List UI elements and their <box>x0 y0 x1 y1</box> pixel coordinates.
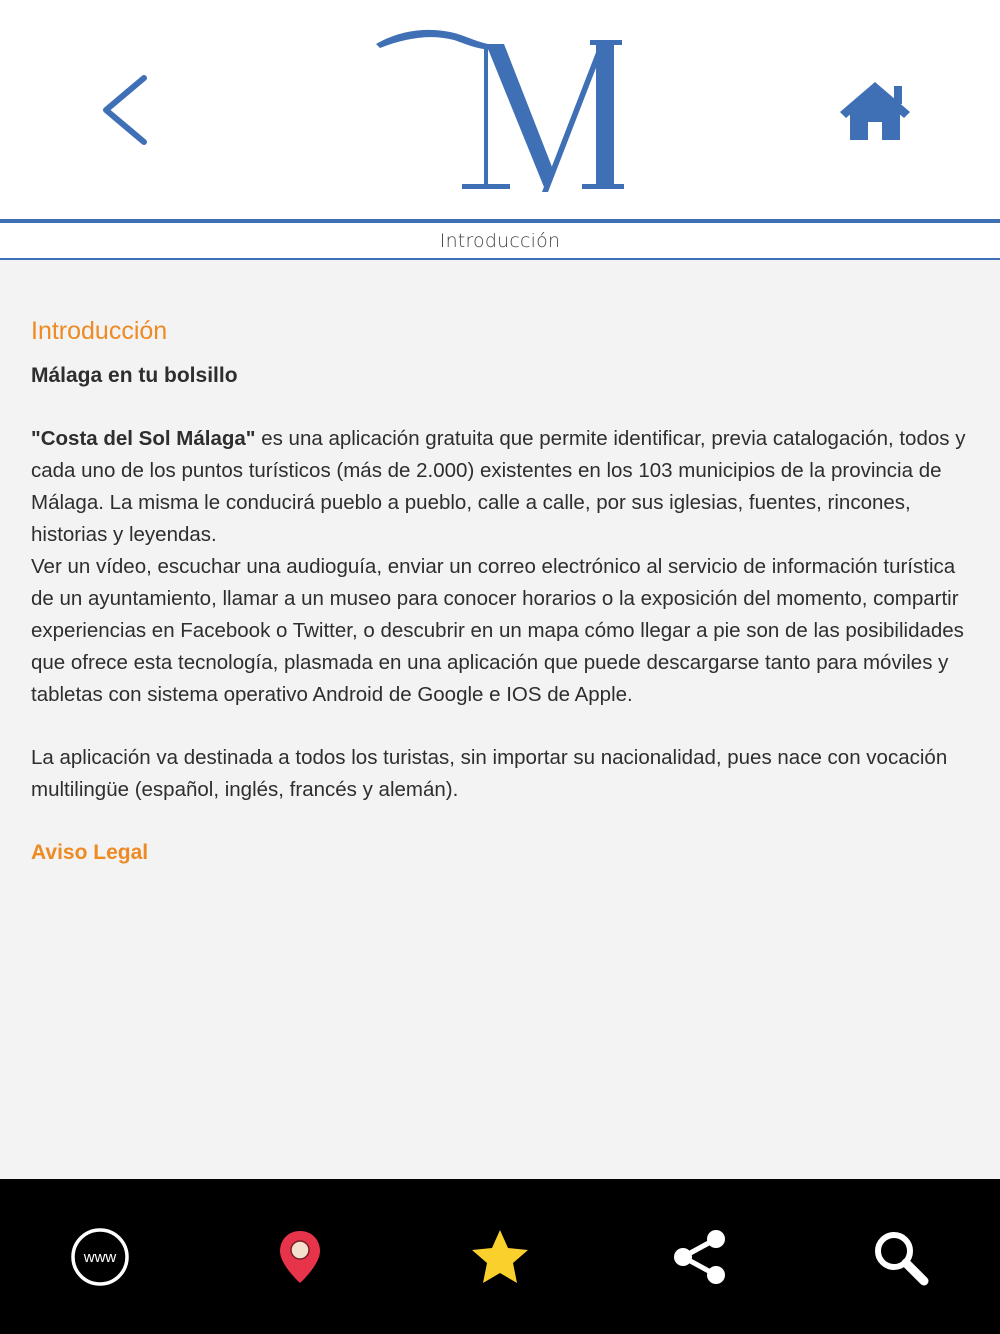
features-paragraph: Ver un vídeo, escuchar una audioguía, enviar un correo electrónico al servicio de información turística de un ayuntamiento, llamar a un museo para conocer horarios o la exposición del momento, compartir experiencias en Facebook o Twitter, o descubrir en un mapa cómo llegar a pie son de las posibilidades que ofrece esta tecnología, plasmada en una aplicación que puede descargarse tanto para móviles y tabletas con sistema operativo Android de Google e IOS de Apple. <box>31 555 964 706</box>
intro-paragraph <box>31 423 966 551</box>
bottom-tab-bar <box>0 1179 1000 1334</box>
content-area <box>31 300 966 869</box>
app-logo <box>370 24 632 196</box>
map-pin-icon <box>277 1228 323 1286</box>
search-icon <box>870 1227 930 1287</box>
back-button[interactable] <box>92 70 162 150</box>
header <box>0 0 1000 219</box>
home-icon <box>838 78 912 144</box>
page-title: Introducción <box>31 317 168 345</box>
star-icon <box>469 1227 531 1287</box>
audience-paragraph: La aplicación va destinada a todos los turistas, sin importar su nacionalidad, pues nace con vocación multilingüe (español, inglés, francés y alemán). <box>31 746 948 801</box>
share-icon <box>670 1227 730 1287</box>
tab-www[interactable] <box>0 1179 200 1334</box>
tab-favorites[interactable] <box>400 1179 600 1334</box>
www-icon <box>69 1226 131 1288</box>
intro-app-name: "Costa del Sol Málaga" <box>31 427 256 450</box>
page-subtitle: Málaga en tu bolsillo <box>31 364 238 387</box>
intro-text: es una aplicación gratuita que permite identificar, previa catalogación, todos y cada uno de los puntos turísticos (más de 2.000) existentes en los 103 municipios de la provincia de Málaga. La misma le conducirá pueblo a pueblo, calle a calle, por sus iglesias, fuentes, rincones, historias y leyendas. <box>31 427 966 546</box>
tab-search[interactable] <box>800 1179 1000 1334</box>
home-button[interactable] <box>838 78 912 144</box>
legal-notice-link[interactable]: Aviso Legal <box>31 841 149 864</box>
tab-map[interactable] <box>200 1179 400 1334</box>
section-header-label: Introducción <box>439 229 561 252</box>
tab-share[interactable] <box>600 1179 800 1334</box>
www-icon-label: www <box>83 1248 117 1266</box>
section-header <box>0 223 1000 260</box>
chevron-left-icon <box>92 70 162 150</box>
